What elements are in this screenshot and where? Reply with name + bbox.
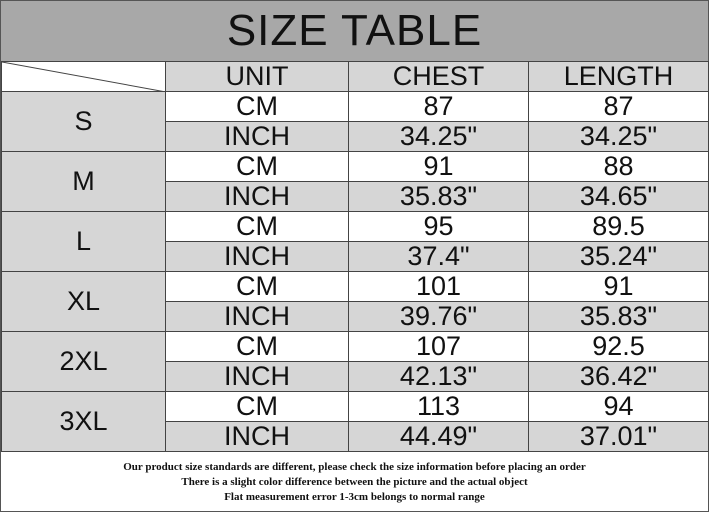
- chest-cell: 101: [349, 272, 529, 302]
- unit-cell: CM: [166, 332, 349, 362]
- corner-cell: [2, 62, 166, 92]
- size-label: XL: [2, 272, 166, 332]
- chest-cell: 44.49": [349, 422, 529, 452]
- unit-cell: CM: [166, 152, 349, 182]
- size-table: [1, 61, 709, 452]
- length-cell: 34.25": [529, 122, 709, 152]
- table-row: [2, 392, 709, 422]
- header-unit: UNIT: [166, 62, 349, 92]
- chest-cell: 34.25": [349, 122, 529, 152]
- unit-cell: CM: [166, 212, 349, 242]
- size-label: M: [2, 152, 166, 212]
- table-row: [2, 92, 709, 122]
- length-cell: 35.83": [529, 302, 709, 332]
- unit-cell: INCH: [166, 422, 349, 452]
- diagonal-divider: [2, 62, 166, 92]
- length-cell: 34.65": [529, 182, 709, 212]
- header-chest: CHEST: [349, 62, 529, 92]
- chest-cell: 113: [349, 392, 529, 422]
- note-size-standards: Our product size standards are different, please check the size information before placing an order: [123, 461, 586, 473]
- header-length: LENGTH: [529, 62, 709, 92]
- table-row: [2, 152, 709, 182]
- length-cell: 35.24": [529, 242, 709, 272]
- length-cell: 92.5: [529, 332, 709, 362]
- header-row: [2, 62, 709, 92]
- size-label: 3XL: [2, 392, 166, 452]
- title-bar: [1, 1, 708, 61]
- length-cell: 87: [529, 92, 709, 122]
- chest-cell: 35.83": [349, 182, 529, 212]
- chest-cell: 37.4": [349, 242, 529, 272]
- unit-cell: INCH: [166, 362, 349, 392]
- size-label: 2XL: [2, 332, 166, 392]
- unit-cell: CM: [166, 272, 349, 302]
- chest-cell: 95: [349, 212, 529, 242]
- unit-cell: CM: [166, 92, 349, 122]
- length-cell: 37.01": [529, 422, 709, 452]
- unit-cell: INCH: [166, 122, 349, 152]
- unit-cell: INCH: [166, 242, 349, 272]
- note-color-difference: There is a slight color difference between the picture and the actual object: [181, 476, 528, 488]
- table-row: [2, 332, 709, 362]
- size-label: S: [2, 92, 166, 152]
- chest-cell: 42.13": [349, 362, 529, 392]
- length-cell: 89.5: [529, 212, 709, 242]
- length-cell: 91: [529, 272, 709, 302]
- chest-cell: 91: [349, 152, 529, 182]
- chest-cell: 87: [349, 92, 529, 122]
- length-cell: 88: [529, 152, 709, 182]
- page-title: SIZE TABLE: [226, 6, 483, 55]
- table-row: [2, 212, 709, 242]
- unit-cell: CM: [166, 392, 349, 422]
- unit-cell: INCH: [166, 302, 349, 332]
- chest-cell: 39.76": [349, 302, 529, 332]
- size-notes: [1, 454, 708, 511]
- chest-cell: 107: [349, 332, 529, 362]
- length-cell: 36.42": [529, 362, 709, 392]
- table-row: [2, 272, 709, 302]
- length-cell: 94: [529, 392, 709, 422]
- note-measurement-error: Flat measurement error 1-3cm belongs to normal range: [224, 491, 485, 503]
- unit-cell: INCH: [166, 182, 349, 212]
- size-label: L: [2, 212, 166, 272]
